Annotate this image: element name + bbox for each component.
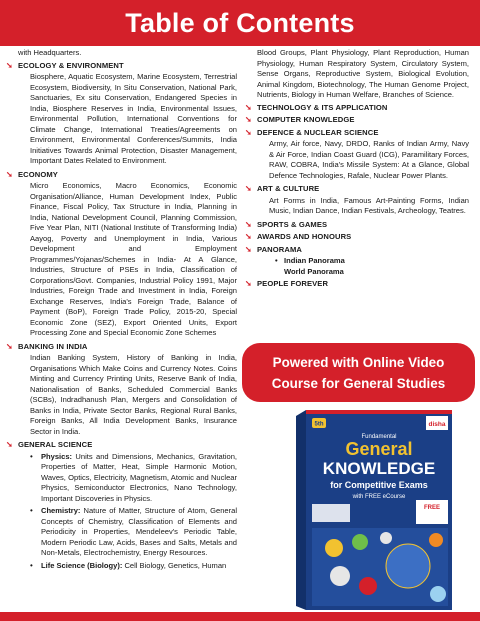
section-title: ➘ SPORTS & GAMES — [245, 219, 328, 229]
promo-banner — [242, 343, 475, 402]
book-cover-image — [290, 408, 456, 610]
right-column — [245, 46, 469, 291]
free-badge — [416, 500, 448, 524]
section-title: ➘ COMPUTER KNOWLEDGE — [245, 115, 355, 125]
section-title: ➘ PANORAMA — [245, 244, 302, 254]
section-body: Army, Air force, Navy, DRDO, Ranks of Indian Army, Navy & Air Force, Indian Coast Guard (ICG), Paramilitary Forces, RAW, COBRA, India's Missile System: At a Glance, Global Defence Technologies, Rafale, Nuclear Power Plants. — [269, 139, 469, 180]
promo-line: Powered with Online Video — [272, 354, 445, 370]
book-subtitle2: with FREE eCourse — [352, 494, 406, 500]
arrow-icon: ➘ — [6, 169, 13, 179]
section-body: Biosphere, Aquatic Ecosystem, Marine Ecosystem, Terrestrial Ecosystem, Biodiversity, In Situ Conservation, National Park, Sanctuaries, Ex situ Conservation, Endangered Species in India, Biosphere Reserves in India, Environmental Issues, Environmental Pollution, International Conventions for Climate Change, International Treaties/Agreements on Environment, Environmental Conferences/Summits, India Initiatives Towards Animal Protection, Disaster Management, Important Dates Related to Environment. — [30, 72, 237, 165]
section-title: ➘ GENERAL SCIENCE — [6, 440, 93, 450]
bullet-icon: • — [275, 256, 278, 265]
arrow-icon: ➘ — [245, 279, 252, 289]
footer-bar — [0, 612, 480, 621]
topic-bubble — [359, 577, 377, 595]
book-top-strip — [306, 410, 452, 414]
topic-bubble — [429, 533, 443, 547]
section-title: ➘ PEOPLE FOREVER — [245, 279, 329, 289]
arrow-icon: ➘ — [245, 102, 252, 112]
science-item: • Chemistry: Nature of Matter, Structure of Atom, General Concepts of Chemistry, Classification of Elements and Periodicity in Properties, Mendeleev's Periodic Table, Modern Periodic Law, Acids, Bases and Salts, Metals and Non-Metals, Electrochemistry, Energy Resources. — [30, 506, 237, 557]
section-title: ➘ ART & CULTURE — [245, 184, 320, 194]
page-title: Table of Contents — [125, 7, 355, 38]
topic-bubble — [352, 534, 368, 550]
topic-bubble — [380, 532, 392, 544]
book-title-line2: KNOWLEDGE — [322, 459, 436, 478]
page-header — [0, 0, 480, 46]
section-title: ➘ ECONOMY — [6, 169, 58, 179]
book-tagline: Fundamental — [361, 434, 397, 440]
arrow-icon: ➘ — [245, 232, 252, 242]
section-title: ➘ AWARDS AND HONOURS — [245, 232, 352, 242]
section-title: ➘ TECHNOLOGY & ITS APPLICATION — [245, 102, 388, 112]
arrow-icon: ➘ — [245, 219, 252, 229]
arrow-icon: ➘ — [6, 341, 13, 351]
section-body: Art Forms in India, Famous Art-Painting Forms, Indian Music, Indian Dance, Indian Festivals, Archeology, Teatres. — [269, 195, 469, 215]
list-item: • Indian Panorama — [275, 256, 345, 265]
topic-bubble — [330, 566, 350, 586]
brand-text: disha — [428, 421, 446, 428]
book-title-line1: General — [345, 439, 413, 459]
arrow-icon: ➘ — [245, 244, 252, 254]
panorama-list — [275, 256, 469, 277]
intro-text: Blood Groups, Plant Physiology, Plant Reproduction, Human Physiology, Human Respiratory System, Circulatory System, Sense Organs, Reproductive System, Biological Evolution, Animal Kingdom, Biotechnology, The Human Genome Project, Nutrients, Biology in Human Welfare, Branches of Science. — [257, 48, 469, 99]
arrow-icon: ➘ — [245, 115, 252, 125]
info-box — [312, 504, 350, 522]
bullet-icon: • — [30, 560, 33, 570]
topic-bubble — [430, 586, 446, 602]
arrow-icon: ➘ — [6, 60, 13, 70]
science-item: • Life Science (Biology): Cell Biology, Genetics, Human — [30, 560, 227, 570]
bullet-icon: • — [30, 506, 33, 515]
topic-bubble — [325, 539, 343, 557]
arrow-icon: ➘ — [6, 440, 13, 450]
section-body: Micro Economics, Macro Economics, Economic Organisation/Alliance, Human Development Index, Public Finance, Fiscal Policy, Tax Structure in India, Planning in India, National Development Council, Planning Commission, Five Year Plan, NITI (National Institute of Transforming India) Aayog, Poverty and Unemployment in India, Various Development and Employment Programmes/Yojanas/Schemes in India- At A Glance, Industries, Structure of PSEs in India, Classification of Corporations/Govt. Companies, Industrial Policy 1991, Major Industries, Foreign Trade and Investment in India, Foreign Exchange Reserves, India's Foreign Trade, Balance of Payment (BoP), Foreign Trade Policy, 2015-20, Special Economic Zone (SEZ), Export Oriented Units, Export Processing Zone and Special Economic Zone Schemes — [30, 181, 237, 337]
edition-text: 5th — [314, 421, 324, 428]
science-item: • Physics: Units and Dimensions, Mechanics, Gravitation, Properties of Matter, Heat, Simple Harmonic Motion, Waves, Optics, Electricity, Magnetism, Atomic and Nuclear Physics, Semiconductor Electronics, Nano Technology, Important Discoveries in Physics. — [30, 451, 237, 503]
free-badge-text: FREE — [423, 505, 441, 511]
bullet-icon: • — [30, 451, 33, 461]
book-spine — [296, 410, 306, 610]
list-item: World Panorama — [284, 266, 344, 276]
left-column — [6, 46, 237, 573]
promo-line: Course for General Studies — [271, 375, 446, 391]
book-subtitle: for Competitive Exams — [330, 480, 428, 490]
arrow-icon: ➘ — [245, 127, 252, 137]
section-title: ➘ ECOLOGY & ENVIRONMENT — [6, 60, 124, 70]
section-body: Indian Banking System, History of Banking in India, Organisations Which Make Coins and Currency Notes. Coins Minting and Currency Printing Units, Reserve Bank of India, Nationalisation of Banks, Scheduled Commercial Banks (SCBs), Indradhanush Plan, Mergers and Consolidation of Banks in India, Private Sector Banks, Regional Rural Banks, Foreign Banks, All India Development Banks, Insurance Sector in India. — [30, 353, 237, 436]
intro-text: with Headquarters. — [18, 48, 82, 57]
section-title: ➘ DEFENCE & NUCLEAR SCIENCE — [245, 127, 379, 137]
section-title: ➘ BANKING IN INDIA — [6, 341, 88, 351]
arrow-icon: ➘ — [245, 184, 252, 194]
